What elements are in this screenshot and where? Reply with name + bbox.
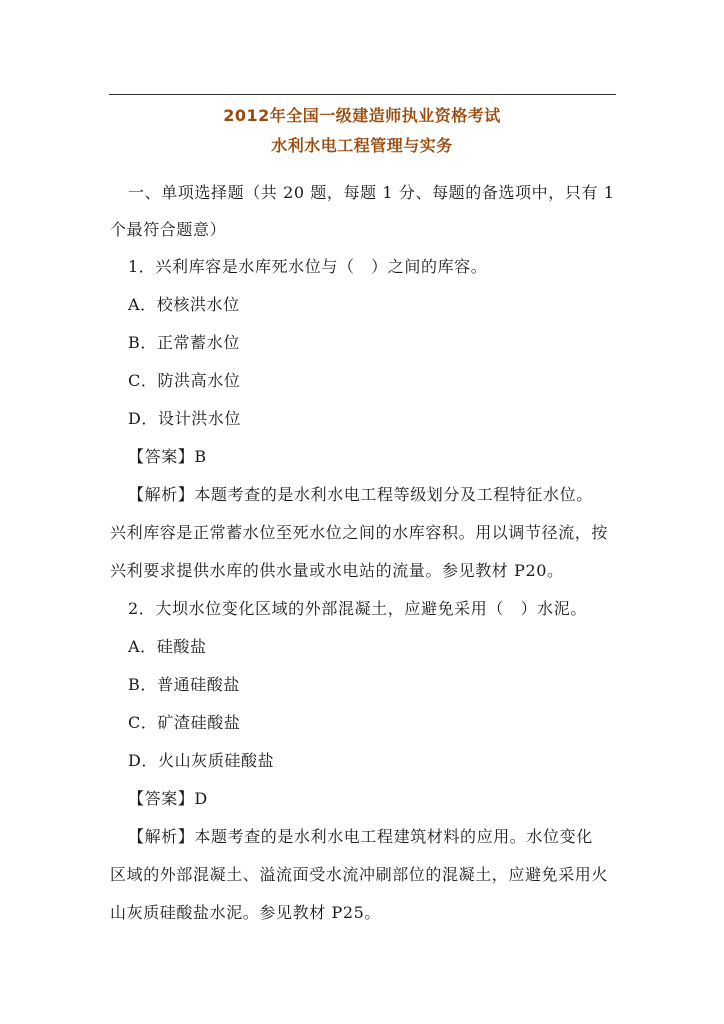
- analysis-line: 兴利库容是正常蓄水位至死水位之间的水库容积。用以调节径流，按: [110, 523, 609, 542]
- answer: 【答案】D: [128, 789, 208, 808]
- analysis-line: 【解析】本题考查的是水利水电工程等级划分及工程特征水位。: [128, 485, 593, 504]
- header-rule: [109, 94, 616, 95]
- section-heading: 一、单项选择题（共 20 题，每题 1 分、每题的备选项中，只有 1: [128, 183, 615, 202]
- document-subtitle: 水利水电工程管理与实务: [271, 136, 453, 155]
- option-b: B．普通硅酸盐: [128, 675, 240, 694]
- option-a: A．硅酸盐: [128, 637, 207, 656]
- analysis-line: 兴利要求提供水库的供水量或水电站的流量。参见教材 P20。: [110, 561, 564, 580]
- option-c: C．防洪高水位: [128, 371, 241, 390]
- document-title: 2012年全国一级建造师执业资格考试: [223, 106, 501, 125]
- analysis-line: 区域的外部混凝土、溢流面受水流冲刷部位的混凝土，应避免采用火: [110, 865, 609, 884]
- option-c: C．矿渣硅酸盐: [128, 713, 241, 732]
- option-b: B．正常蓄水位: [128, 333, 240, 352]
- option-a: A．校核洪水位: [128, 295, 240, 314]
- question-stem: 2．大坝水位变化区域的外部混凝土，应避免采用（ ）水泥。: [128, 599, 587, 618]
- option-d: D．设计洪水位: [128, 409, 242, 428]
- analysis-line: 山灰质硅酸盐水泥。参见教材 P25。: [110, 903, 382, 922]
- section-heading-continued: 个最符合题意）: [110, 220, 227, 239]
- question-stem: 1．兴利库容是水库死水位与（ ）之间的库容。: [128, 257, 488, 276]
- analysis-line: 【解析】本题考查的是水利水电工程建筑材料的应用。水位变化: [128, 827, 593, 846]
- answer: 【答案】B: [128, 447, 207, 466]
- option-d: D．火山灰质硅酸盐: [128, 751, 275, 770]
